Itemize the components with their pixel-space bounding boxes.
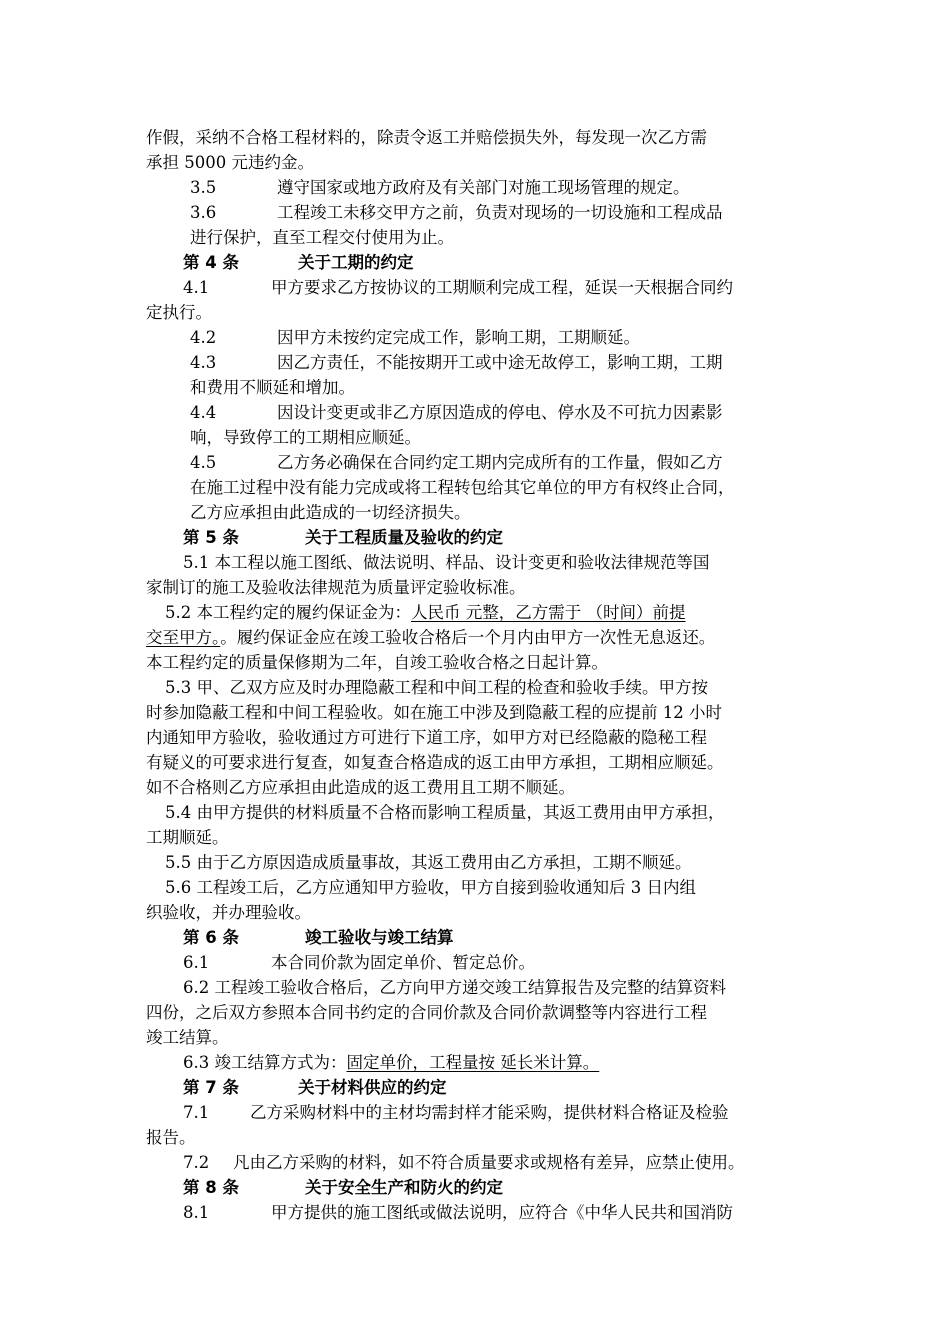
text-line: 工期顺延。	[146, 828, 229, 847]
clause-number: 4.2	[190, 328, 217, 347]
text-line	[165, 602, 686, 624]
text-line: 6.2 工程竣工验收合格后，乙方向甲方递交竣工结算报告及完整的结算资料	[183, 978, 726, 997]
text-line: 甲方提供的施工图纸或做法说明，应符合《中华人民共和国消防	[271, 1203, 733, 1222]
text-line: 5.4 由甲方提供的材料质量不合格而影响工程质量，其返工费用由甲方承担，	[165, 803, 725, 822]
deposit-refund-text: 。履约保证金应在竣工验收合格后一个月内由甲方一次性无息返还。	[220, 628, 716, 647]
text-line: 因甲方未按约定完成工作，影响工期，工期顺延。	[277, 328, 640, 347]
text-line: 工程竣工未移交甲方之前，负责对现场的一切设施和工程成品	[277, 203, 723, 222]
deposit-amount-blank: 人民币 元整，乙方需于 （时间）前提	[411, 603, 686, 622]
text-line: 报告。	[146, 1128, 196, 1147]
clause-number: 4.4	[190, 403, 217, 422]
text-line: 家制订的施工及验收法律规范为质量评定验收标准。	[146, 578, 526, 597]
text-line: 竣工结算。	[146, 1028, 229, 1047]
text-line: 和费用不顺延和增加。	[190, 378, 355, 397]
text-line: 凡由乙方采购的材料，如不符合质量要求或规格有差异，应禁止使用。	[233, 1153, 745, 1172]
text-line: 在施工过程中没有能力完成或将工程转包给其它单位的甲方有权终止合同，	[190, 478, 735, 497]
text-line: 响，导致停工的工期相应顺延。	[190, 428, 421, 447]
text-line: 作假，采纳不合格工程材料的，除责令返工并赔偿损失外，每发现一次乙方需	[146, 128, 707, 147]
clause-number: 7.2	[183, 1153, 210, 1172]
clause-number: 4.3	[190, 353, 217, 372]
article-heading-number: 第 7 条	[183, 1078, 239, 1097]
text-line: 5.1 本工程以施工图纸、做法说明、样品、设计变更和验收法律规范等国	[183, 553, 710, 572]
clause-number: 3.5	[190, 178, 217, 197]
text-line: 乙方采购材料中的主材均需封样才能采购，提供材料合格证及检验	[250, 1103, 729, 1122]
article-heading-title: 关于安全生产和防火的约定	[305, 1178, 503, 1197]
article-heading-number: 第 5 条	[183, 528, 239, 547]
text-line: 因设计变更或非乙方原因造成的停电、停水及不可抗力因素影	[277, 403, 723, 422]
text-line	[146, 627, 715, 649]
text-line: 定执行。	[146, 303, 212, 322]
text-line: 织验收，并办理验收。	[146, 903, 311, 922]
settlement-method-label: 6.3 竣工结算方式为：	[183, 1053, 347, 1072]
clause-number: 8.1	[183, 1203, 210, 1222]
article-heading-number: 第 6 条	[183, 928, 239, 947]
deposit-deadline-blank: 交至甲方。	[146, 628, 221, 647]
text-line	[183, 1052, 697, 1074]
text-line: 遵守国家或地方政府及有关部门对施工现场管理的规定。	[277, 178, 690, 197]
text-line: 内通知甲方验收，验收通过方可进行下道工序，如甲方对已经隐蔽的隐秘工程	[146, 728, 707, 747]
text-line: 四份，之后双方参照本合同书约定的合同价款及合同价款调整等内容进行工程	[146, 1003, 707, 1022]
text-line: 承担 5000 元违约金。	[146, 153, 314, 172]
text-line: 乙方应承担由此造成的一切经济损失。	[190, 503, 471, 522]
text-line: 本合同价款为固定单价、暂定总价。	[271, 953, 535, 972]
clause-number: 4.1	[183, 278, 210, 297]
text-line: 进行保护，直至工程交付使用为止。	[190, 228, 454, 247]
article-heading-title: 关于工程质量及验收的约定	[305, 528, 503, 547]
text-line: 本工程约定的质量保修期为二年，自竣工验收合格之日起计算。	[146, 653, 608, 672]
settlement-method-blank: 固定单价，工程量按 延长米计算。	[346, 1053, 600, 1072]
text-line: 5.3 甲、乙双方应及时办理隐蔽工程和中间工程的检查和验收手续。甲方按	[165, 678, 708, 697]
clause-number: 3.6	[190, 203, 217, 222]
article-heading-title: 竣工验收与竣工结算	[305, 928, 454, 947]
text-line: 5.6 工程竣工后，乙方应通知甲方验收，甲方自接到验收通知后 3 日内组	[165, 878, 696, 897]
text-line: 5.5 由于乙方原因造成质量事故，其返工费用由乙方承担，工期不顺延。	[165, 853, 692, 872]
article-heading-title: 关于工期的约定	[298, 253, 414, 272]
clause-number: 7.1	[183, 1103, 210, 1122]
text-line: 有疑义的可要求进行复查，如复查合格造成的返工由甲方承担，工期相应顺延。	[146, 753, 724, 772]
clause-number: 4.5	[190, 453, 217, 472]
text-line: 甲方要求乙方按协议的工期顺利完成工程，延误一天根据合同约	[271, 278, 733, 297]
deposit-label: 5.2 本工程约定的履约保证金为：	[165, 603, 411, 622]
article-heading-title: 关于材料供应的约定	[298, 1078, 447, 1097]
clause-number: 6.1	[183, 953, 210, 972]
article-heading-number: 第 4 条	[183, 253, 239, 272]
text-line: 乙方务必确保在合同约定工期内完成所有的工作量，假如乙方	[277, 453, 723, 472]
text-line: 如不合格则乙方应承担由此造成的返工费用且工期不顺延。	[146, 778, 575, 797]
text-line: 时参加隐蔽工程和中间工程验收。如在施工中涉及到隐蔽工程的应提前 12 小时	[146, 703, 722, 722]
text-line: 因乙方责任，不能按期开工或中途无故停工，影响工期，工期	[277, 353, 723, 372]
article-heading-number: 第 8 条	[183, 1178, 239, 1197]
